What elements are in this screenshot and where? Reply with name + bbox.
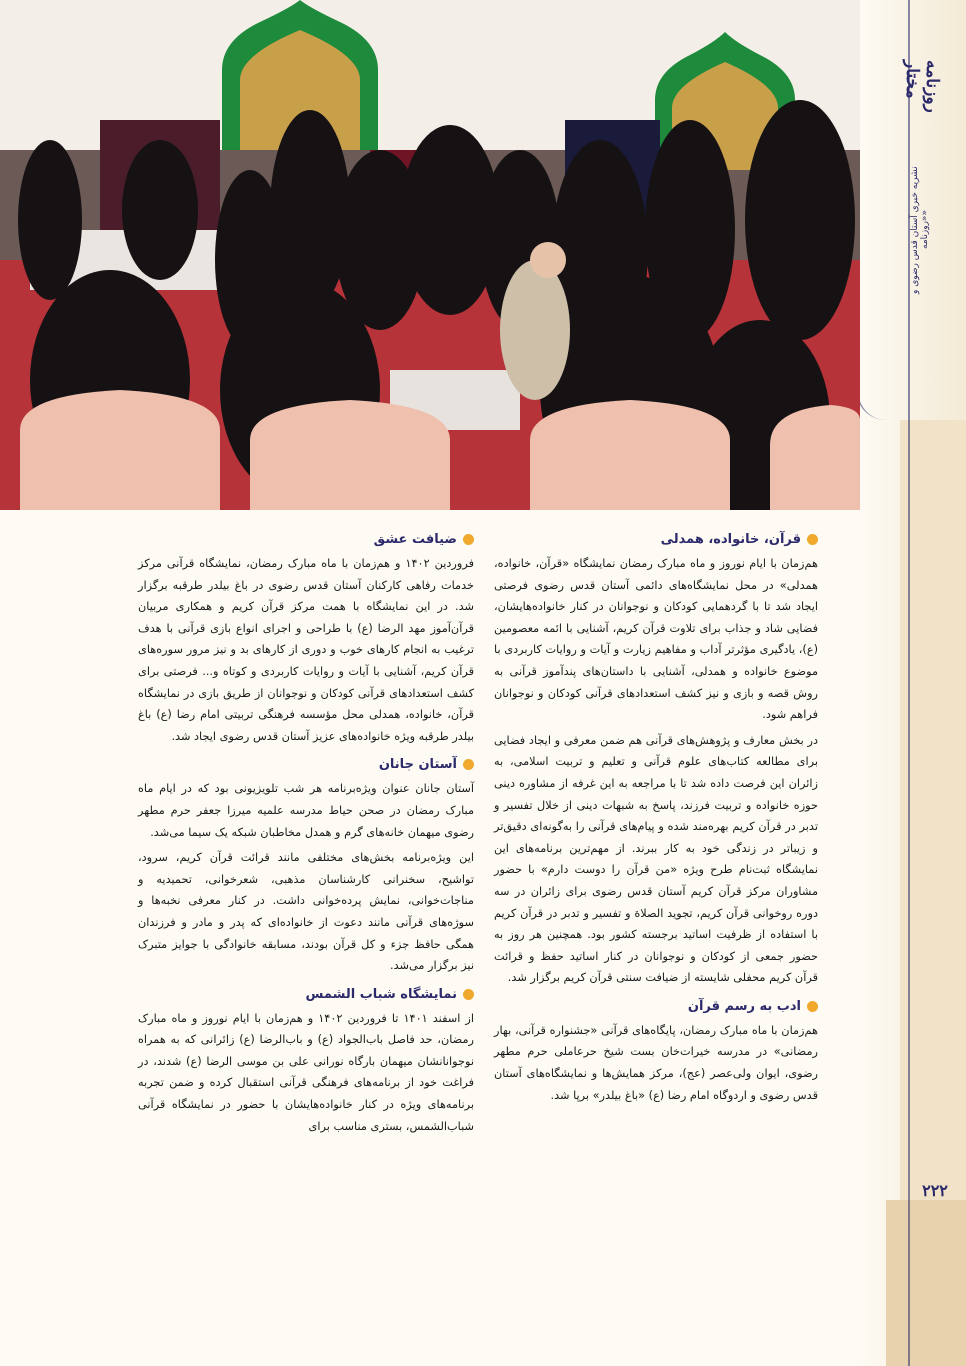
section-astan-janan xyxy=(138,757,474,976)
section-heading xyxy=(494,532,818,547)
exhibition-photo-illustration xyxy=(0,0,860,510)
section-title: آستان جانان xyxy=(378,757,457,773)
paragraph: از اسفند ۱۴۰۱ تا فروردین ۱۴۰۲ و هم‌زمان با ایام نوروز و ماه مبارک رمضان، حد فاصل باب‌الجواد (ع) و باب‌الرضا (ع) زائرانی که به همراه نوجوانانشان میهمان بارگاه نورانی علی بن موسی الرضا (ع) شدند، در فراغت خود از برنامه‌های فرهنگی قرآنی استقبال کرده و ضمن تجربه برنامه‌های ویژه در کنار خانواده‌هایشان با حضور در نمایشگاه قرآنی شباب‌الشمس، بستری مناسب برای xyxy=(138,1011,474,1133)
paragraph: هم‌زمان با ماه مبارک رمضان، پایگاه‌های قرآنی «جشنواره قرآنی، بهار رمضانی» در مدرسه خیرات‌خان بست شیخ حرعاملی حرم مطهر رضوی، ایوان ولی‌عصر (عج)، مرکز همایش‌ها و نمایشگاه‌های آستان قدس رضوی و اردوگاه امام رضا (ع) «باغ بیلدر» برپا شد. xyxy=(494,1023,818,1102)
section-heading xyxy=(138,987,474,1002)
section-heading xyxy=(494,999,818,1014)
exhibition-photo xyxy=(0,0,860,510)
paragraph: در بخش معارف و پژوهش‌های قرآنی هم ضمن معرفی و ایجاد فضایی برای مطالعه کتاب‌های علوم قرآنی و تعلیم و تربیت اسلامی، به زائران این فرصت داده شد تا با مراجعه به این غرفه از مشاوره دینی حوزه خانواده و تربیت فرزند، پاسخ به شبهات دینی از خلال تفسیر و تدبر در قرآن کریم بهره‌مند شده و پیام‌های قرآنی را به‌گونه‌ای دقیق‌تر و زیباتر در زندگی خود به کار ببرند. از مهم‌ترین برنامه‌های این نمایشگاه ثبت‌نام طرح ویژه «من قرآن را دوست دارم» با حضور مشاوران مرکز قرآن کریم آستان قدس رضوی برای زائران در سه دوره روخوانی قرآن کریم، تجوید الصلاة و تفسیر و تدبر در قرآن کریم با استفاده از ظرفیت اساتید برجسته کشور بود. همچنین هر روز به حضور جمعی از کودکان و نوجوانان در کنار اساتید حفظ و قرائت قرآن کریم محفلی شایسته از ضیافت سنتی قرآن کریم برگزار شد. xyxy=(494,733,818,985)
section-adab xyxy=(494,999,818,1106)
right-column xyxy=(494,528,818,1116)
side-caption: نشریه خبری آستان قدس رضوی و «روزنامه» xyxy=(910,166,930,294)
section-title: نمایشگاه شباب الشمس xyxy=(305,986,457,1002)
bullet-icon xyxy=(807,1001,818,1012)
magazine-logo xyxy=(894,60,950,140)
section-heading xyxy=(138,532,474,547)
paragraph: فروردین ۱۴۰۲ و هم‌زمان با ماه مبارک رمضان، نمایشگاه قرآنی مرکز خدمات رفاهی کارکنان آستان قدس رضوی در باغ بیلدر طرقبه برگزار شد. در این نمایشگاه با همت مرکز قرآن کریم و همکاری مربیان قرآن‌آموز مهد الرضا (ع) با طراحی و اجرای انواع بازی قرآنی با هدف ترغیب به انجام کارهای خوب و دوری از کارهای بد و نیز مرور سوره‌های قرآن کریم، آشنایی با آیات و روایات کاربردی و کوتاه و... فرصتی برای کشف استعدادهای قرآنی کودکان و نوجوانان از طریق بازی در نمایشگاه قرآن، خانواده، همدلی محل مؤسسه فرهنگی تربیتی امام رضا (ع) باغ بیلدر طرقبه ویژه خانواده‌های عزیز آستان قدس رضوی ایجاد شد. xyxy=(138,557,474,743)
bullet-icon xyxy=(463,759,474,770)
section-title: ضیافت عشق xyxy=(373,532,457,547)
section-title: ادب به رسم قرآن xyxy=(687,998,801,1014)
decorative-footer-band xyxy=(886,1200,966,1366)
bullet-icon xyxy=(463,534,474,545)
section-title: قرآن، خانواده، همدلی xyxy=(660,532,801,547)
section-quran-family xyxy=(494,532,818,989)
paragraph: این ویژه‌برنامه بخش‌های مختلفی مانند قرائت قرآن کریم، سرود، تواشیح، سخنرانی کارشناسان مذهبی، شعرخوانی، تحمیدیه و مناجات‌خوانی، نمایش پرده‌خوانی داشت. در کنار معرفی نخبه‌ها و سوژه‌های قرآنی مانند دعوت از خانواده‌ای که پدر و مادر و فرزندان همگی حافظ جزء و کل قرآن بودند، مسابقه خانوادگی با جوایز متبرک نیز برگزار می‌شد. xyxy=(138,851,474,973)
page-number: ۲۲۲ xyxy=(922,1181,948,1200)
paragraph: آستان جانان عنوان ویژه‌برنامه هر شب تلویزیونی بود که در ایام ماه مبارک رمضان در صحن حیاط مدرسه علمیه میرزا جعفر حرم مطهر رضوی میهمان خانه‌های گرم و همدل مخاطبان شبکه یک سیما می‌شد. xyxy=(138,782,474,839)
section-ziyafat xyxy=(138,532,474,747)
section-shabab-shams xyxy=(138,987,474,1138)
section-heading xyxy=(138,757,474,772)
left-column xyxy=(138,528,474,1147)
bullet-icon xyxy=(807,534,818,545)
bullet-icon xyxy=(463,989,474,1000)
logo-text: روزنامه مختار xyxy=(902,60,942,113)
paragraph: هم‌زمان با ایام نوروز و ماه مبارک رمضان نمایشگاه «قرآن، خانواده، همدلی» در محل نمایشگاه‌های دائمی آستان قدس رضوی فرصتی ایجاد شد تا با گردهمایی کودکان و نوجوانان در کنار خانواده‌هایشان، فضایی شاد و جذاب برای تلاوت قرآن کریم، آشنایی با ائمه معصومین (ع)، یادگیری مؤثرتر آداب و مفاهیم زیارت و آیات و روایات کاربردی با موضوع خانواده و همدلی، آشنایی با داستان‌های پندآموز قرآنی به روش قصه و بازی و نیز کشف استعدادهای قرآنی کودکان و نوجوانان فراهم شود. xyxy=(494,557,818,722)
